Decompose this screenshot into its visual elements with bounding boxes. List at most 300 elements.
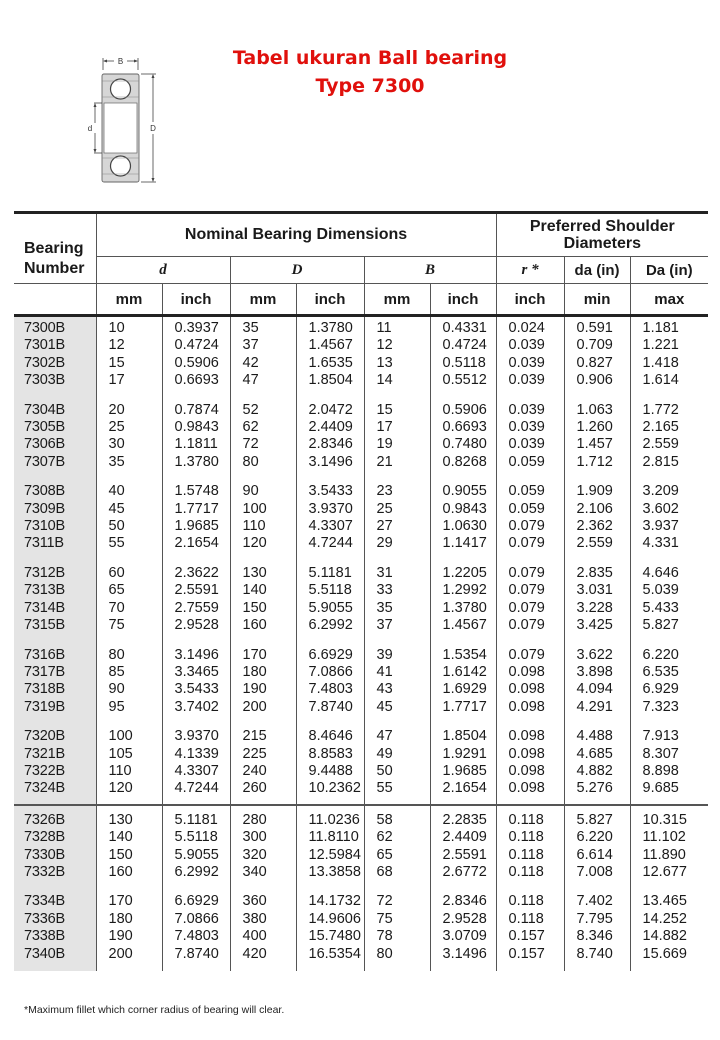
cell-r-inch [496,316,564,396]
cell-value: 3.5433 [174,681,219,698]
cell-value: 13.465 [642,893,687,910]
label-d: d [87,124,93,133]
cell-value: 50 [108,518,125,535]
cell-value: 0.5906 [174,354,219,371]
cell-value: 2.5591 [442,846,487,863]
cell-value: 7314B [24,599,65,616]
cell-value: 1.418 [642,354,679,371]
cell-value: 7336B [24,910,65,927]
cell-value: 7301B [24,337,65,354]
cell-value: 45 [108,500,125,517]
cell-B-mm [364,722,430,805]
cell-value: 1.8504 [308,372,353,389]
cell-value: 1.5748 [174,483,219,500]
cell-value: 0.079 [508,518,545,535]
label-D: D [150,124,156,133]
cell-D-mm [230,396,296,478]
cell-value: 0.098 [508,745,545,762]
cell-value: 12.677 [642,863,687,880]
cell-d-inch [162,805,230,888]
cell-value: 1.8504 [442,728,487,745]
cell-value: 7321B [24,745,65,762]
cell-value: 160 [242,617,267,634]
cell-r-inch [496,396,564,478]
cell-value: 5.9055 [308,599,353,616]
cell-value: 380 [242,910,267,927]
cell-value: 2.1654 [442,780,487,797]
table-body [14,316,708,972]
cell-da-min [564,722,630,805]
cell-value: 1.3780 [442,599,487,616]
cell-value: 0.5512 [442,372,487,389]
cell-value: 50 [376,762,393,779]
cell-value: 7.8740 [308,698,353,715]
cell-bearing-number [14,477,96,559]
unit-B-mm: mm [364,284,430,316]
cell-r-inch [496,641,564,723]
cell-value: 6.6929 [308,646,353,663]
cell-value: 5.433 [642,599,679,616]
cell-r-inch [496,477,564,559]
cell-value: 6.2992 [174,863,219,880]
cell-value: 3.5433 [308,483,353,500]
cell-value: 1.3780 [174,453,219,470]
cell-value: 7307B [24,453,65,470]
cell-value: 1.7717 [174,500,219,517]
cell-value: 0.9843 [442,500,487,517]
cell-value: 58 [376,811,393,828]
cell-value: 110 [242,518,266,535]
cell-value: 19 [376,436,393,453]
cell-value: 180 [108,910,133,927]
cell-value: 9.4488 [308,762,353,779]
cell-value: 1.909 [576,483,613,500]
cell-value: 5.827 [642,617,679,634]
cell-value: 80 [108,646,125,663]
cell-value: 1.1417 [442,535,487,552]
cell-bearing-number [14,396,96,478]
cell-d-mm [96,477,162,559]
cell-D-mm [230,316,296,396]
cell-value: 6.614 [576,846,613,863]
cell-value: 4.488 [576,728,613,745]
cell-value: 17 [376,419,393,436]
cell-value: 140 [242,582,267,599]
cell-value: 0.9055 [442,483,487,500]
cell-d-mm [96,805,162,888]
cell-r-inch [496,887,564,971]
cell-value: 1.6929 [442,681,487,698]
cell-value: 0.6693 [442,419,487,436]
cell-value: 80 [376,945,393,962]
cell-value: 8.307 [642,745,679,762]
cell-value: 7320B [24,728,65,745]
cell-value: 27 [376,518,393,535]
cell-value: 30 [108,436,125,453]
cell-d-inch [162,887,230,971]
cell-Da-max [630,396,708,478]
cell-value: 37 [242,337,259,354]
cell-value: 0.079 [508,599,545,616]
cell-d-mm [96,887,162,971]
cell-value: 5.5118 [308,582,352,599]
cell-value: 1.063 [576,401,613,418]
cell-value: 6.929 [642,681,679,698]
cell-value: 16.5354 [308,945,361,962]
cell-value: 95 [108,698,125,715]
cell-value: 45 [376,698,393,715]
cell-value: 7.0866 [174,910,219,927]
cell-value: 3.031 [576,582,613,599]
cell-value: 5.9055 [174,846,219,863]
cell-value: 5.5118 [174,829,218,846]
cell-Da-max [630,477,708,559]
cell-value: 420 [242,945,267,962]
cell-B-inch [430,316,496,396]
cell-value: 33 [376,582,393,599]
cell-value: 5.827 [576,811,613,828]
cell-value: 0.4724 [174,337,219,354]
cell-d-mm [96,316,162,396]
cell-value: 3.622 [576,646,613,663]
cell-d-inch [162,559,230,641]
cell-value: 90 [108,681,125,698]
cell-value: 0.157 [508,928,545,945]
cell-value: 340 [242,863,267,880]
cell-value: 7308B [24,483,65,500]
cell-value: 7319B [24,698,65,715]
cell-bearing-number [14,316,96,396]
cell-value: 100 [108,728,133,745]
cell-D-inch [296,722,364,805]
footnote: *Maximum fillet which corner radius of bearing will clear. [24,1004,285,1016]
cell-value: 0.591 [576,320,613,336]
cell-value: 13.3858 [308,863,361,880]
label-B: B [117,57,124,66]
cell-value: 2.9528 [442,910,487,927]
cell-value: 130 [242,564,267,581]
cell-value: 8.346 [576,928,613,945]
cell-value: 1.5354 [442,646,487,663]
cell-da-min [564,316,630,396]
cell-value: 65 [108,582,125,599]
cell-value: 7316B [24,646,65,663]
cell-D-inch [296,641,364,723]
cell-value: 0.157 [508,945,545,962]
cell-value: 0.3937 [174,320,219,336]
cell-value: 55 [376,780,393,797]
cell-value: 4.3307 [174,762,219,779]
cell-value: 7.913 [642,728,679,745]
cell-value: 7328B [24,829,65,846]
cell-value: 2.8346 [442,893,487,910]
cell-value: 0.098 [508,780,545,797]
cell-value: 7.4803 [174,928,219,945]
cell-Da-max [630,559,708,641]
table-row-group [14,559,708,641]
cell-value: 12 [108,337,125,354]
cell-value: 21 [376,453,393,470]
cell-value: 7324B [24,780,65,797]
cell-D-inch [296,396,364,478]
cell-value: 7326B [24,811,65,828]
cell-value: 0.098 [508,681,545,698]
cell-value: 2.5591 [174,582,219,599]
cell-value: 0.079 [508,617,545,634]
cell-D-inch [296,316,364,396]
cell-bearing-number [14,641,96,723]
cell-value: 7.8740 [174,945,219,962]
bearing-dimension-table-container [14,211,708,1004]
cell-value: 240 [242,762,267,779]
cell-value: 7.402 [576,893,613,910]
cell-d-inch [162,316,230,396]
cell-value: 7318B [24,681,65,698]
cell-value: 1.260 [576,419,613,436]
cell-B-mm [364,396,430,478]
cell-value: 3.9370 [174,728,219,745]
table-row-group [14,396,708,478]
page-title [200,44,540,100]
cell-value: 150 [108,846,133,863]
cell-value: 7338B [24,928,65,945]
cell-value: 0.039 [508,419,545,436]
table-row-group [14,477,708,559]
cell-value: 0.118 [508,893,544,910]
cell-value: 29 [376,535,393,552]
unit-D-inch: inch [296,284,364,316]
cell-value: 25 [376,500,393,517]
cell-value: 0.6693 [174,372,219,389]
cell-value: 105 [108,745,133,762]
cell-value: 7.008 [576,863,613,880]
cell-da-min [564,559,630,641]
cell-value: 190 [242,681,267,698]
cell-B-inch [430,887,496,971]
cell-value: 190 [108,928,133,945]
cell-d-mm [96,641,162,723]
cell-da-min [564,805,630,888]
cell-value: 3.1496 [308,453,353,470]
cell-value: 1.457 [576,436,613,453]
cell-value: 2.4409 [308,419,353,436]
cell-value: 39 [376,646,393,663]
cell-value: 8.898 [642,762,679,779]
cell-value: 3.228 [576,599,613,616]
unit-B-inch: inch [430,284,496,316]
cell-value: 4.7244 [308,535,353,552]
cell-B-mm [364,641,430,723]
cell-value: 200 [242,698,267,715]
cell-value: 3.937 [642,518,679,535]
cell-value: 1.3780 [308,320,353,336]
cell-value: 4.1339 [174,745,219,762]
cell-value: 52 [242,401,259,418]
cell-D-inch [296,559,364,641]
cell-value: 1.6535 [308,354,353,371]
cell-value: 320 [242,846,267,863]
cell-value: 60 [108,564,125,581]
cell-value: 0.118 [508,910,544,927]
cell-B-mm [364,316,430,396]
cell-value: 7322B [24,762,65,779]
cell-value: 23 [376,483,393,500]
cell-value: 2.815 [642,453,679,470]
cell-bearing-number [14,722,96,805]
cell-value: 0.039 [508,401,545,418]
cell-value: 3.425 [576,617,613,634]
unit-Da-max: max [630,284,708,316]
cell-value: 0.098 [508,762,545,779]
cell-value: 10.2362 [308,780,361,797]
cell-value: 1.772 [642,401,679,418]
cell-value: 2.2835 [442,811,487,828]
cell-value: 4.882 [576,762,613,779]
cell-value: 2.1654 [174,535,219,552]
cell-value: 15.7480 [308,928,361,945]
cell-value: 2.559 [642,436,679,453]
cell-bearing-number [14,805,96,888]
cell-da-min [564,887,630,971]
cell-value: 0.118 [508,846,544,863]
cell-value: 35 [376,599,393,616]
cell-value: 17 [108,372,125,389]
cell-value: 150 [242,599,267,616]
cell-B-inch [430,396,496,478]
cell-value: 2.8346 [308,436,353,453]
cell-Da-max [630,316,708,396]
cell-r-inch [496,805,564,888]
cell-value: 3.1496 [174,646,219,663]
cell-value: 55 [108,535,125,552]
cell-value: 15.669 [642,945,687,962]
cell-value: 14.882 [642,928,687,945]
cell-D-mm [230,641,296,723]
cell-value: 7.4803 [308,681,353,698]
cell-value: 1.7717 [442,698,487,715]
cell-D-mm [230,477,296,559]
cell-value: 2.9528 [174,617,219,634]
cell-value: 1.9291 [442,745,487,762]
cell-d-mm [96,559,162,641]
cell-value: 85 [108,663,125,680]
cell-value: 1.4567 [308,337,353,354]
cell-value: 72 [376,893,393,910]
cell-value: 180 [242,663,267,680]
cell-value: 7304B [24,401,65,418]
cell-value: 7313B [24,582,65,599]
cell-value: 360 [242,893,267,910]
cell-value: 2.4409 [442,829,487,846]
table-row-group [14,805,708,888]
cell-value: 0.709 [576,337,613,354]
cell-D-mm [230,805,296,888]
cell-value: 2.0472 [308,401,353,418]
cell-Da-max [630,805,708,888]
cell-value: 1.9685 [174,518,219,535]
cell-value: 0.8268 [442,453,487,470]
cell-value: 300 [242,829,267,846]
cell-value: 0.039 [508,436,545,453]
title-line-1: Tabel ukuran Ball bearing [232,47,508,69]
cell-value: 40 [108,483,125,500]
cell-value: 41 [376,663,393,680]
cell-value: 42 [242,354,259,371]
cell-value: 7340B [24,945,65,962]
cell-value: 170 [242,646,267,663]
cell-value: 7317B [24,663,65,680]
cell-value: 72 [242,436,259,453]
cell-da-min [564,477,630,559]
cell-value: 0.7480 [442,436,487,453]
cell-value: 1.4567 [442,617,487,634]
cell-value: 1.0630 [442,518,487,535]
cell-D-inch [296,887,364,971]
cell-value: 130 [108,811,133,828]
cell-value: 6.220 [642,646,679,663]
cell-B-inch [430,722,496,805]
cell-value: 0.906 [576,372,613,389]
cell-D-mm [230,559,296,641]
header-da: da (in) [564,257,630,284]
unit-d-inch: inch [162,284,230,316]
bearing-dimension-table [14,211,708,971]
cell-value: 8.8583 [308,745,353,762]
cell-Da-max [630,887,708,971]
cell-value: 7.0866 [308,663,353,680]
cell-value: 70 [108,599,125,616]
cell-d-mm [96,396,162,478]
cell-value: 2.835 [576,564,613,581]
cell-value: 0.039 [508,372,545,389]
cell-value: 170 [108,893,133,910]
cell-value: 5.1181 [308,564,352,581]
cell-da-min [564,641,630,723]
cell-value: 4.094 [576,681,613,698]
cell-value: 0.4331 [442,320,487,336]
cell-value: 0.059 [508,453,545,470]
cell-B-mm [364,559,430,641]
cell-value: 7305B [24,419,65,436]
cell-value: 0.118 [508,811,544,828]
cell-value: 11.102 [642,829,686,846]
cell-d-mm [96,722,162,805]
cell-value: 2.7559 [174,599,219,616]
cell-value: 1.1811 [174,436,218,453]
unit-da-min: min [564,284,630,316]
cell-bearing-number [14,559,96,641]
table-row-group [14,316,708,396]
cell-value: 8.740 [576,945,613,962]
cell-value: 260 [242,780,267,797]
cell-B-inch [430,641,496,723]
cell-value: 5.1181 [174,811,218,828]
cell-value: 78 [376,928,393,945]
cell-value: 0.079 [508,646,545,663]
cell-value: 7332B [24,863,65,880]
cell-value: 2.106 [576,500,613,517]
cell-value: 49 [376,745,393,762]
cell-value: 12 [376,337,393,354]
cell-value: 3.9370 [308,500,353,517]
cell-value: 75 [108,617,125,634]
cell-value: 0.098 [508,663,545,680]
cell-value: 1.181 [642,320,679,336]
cell-value: 11 [376,320,392,336]
cell-value: 1.9685 [442,762,487,779]
cell-value: 35 [108,453,125,470]
cell-value: 1.221 [642,337,679,354]
